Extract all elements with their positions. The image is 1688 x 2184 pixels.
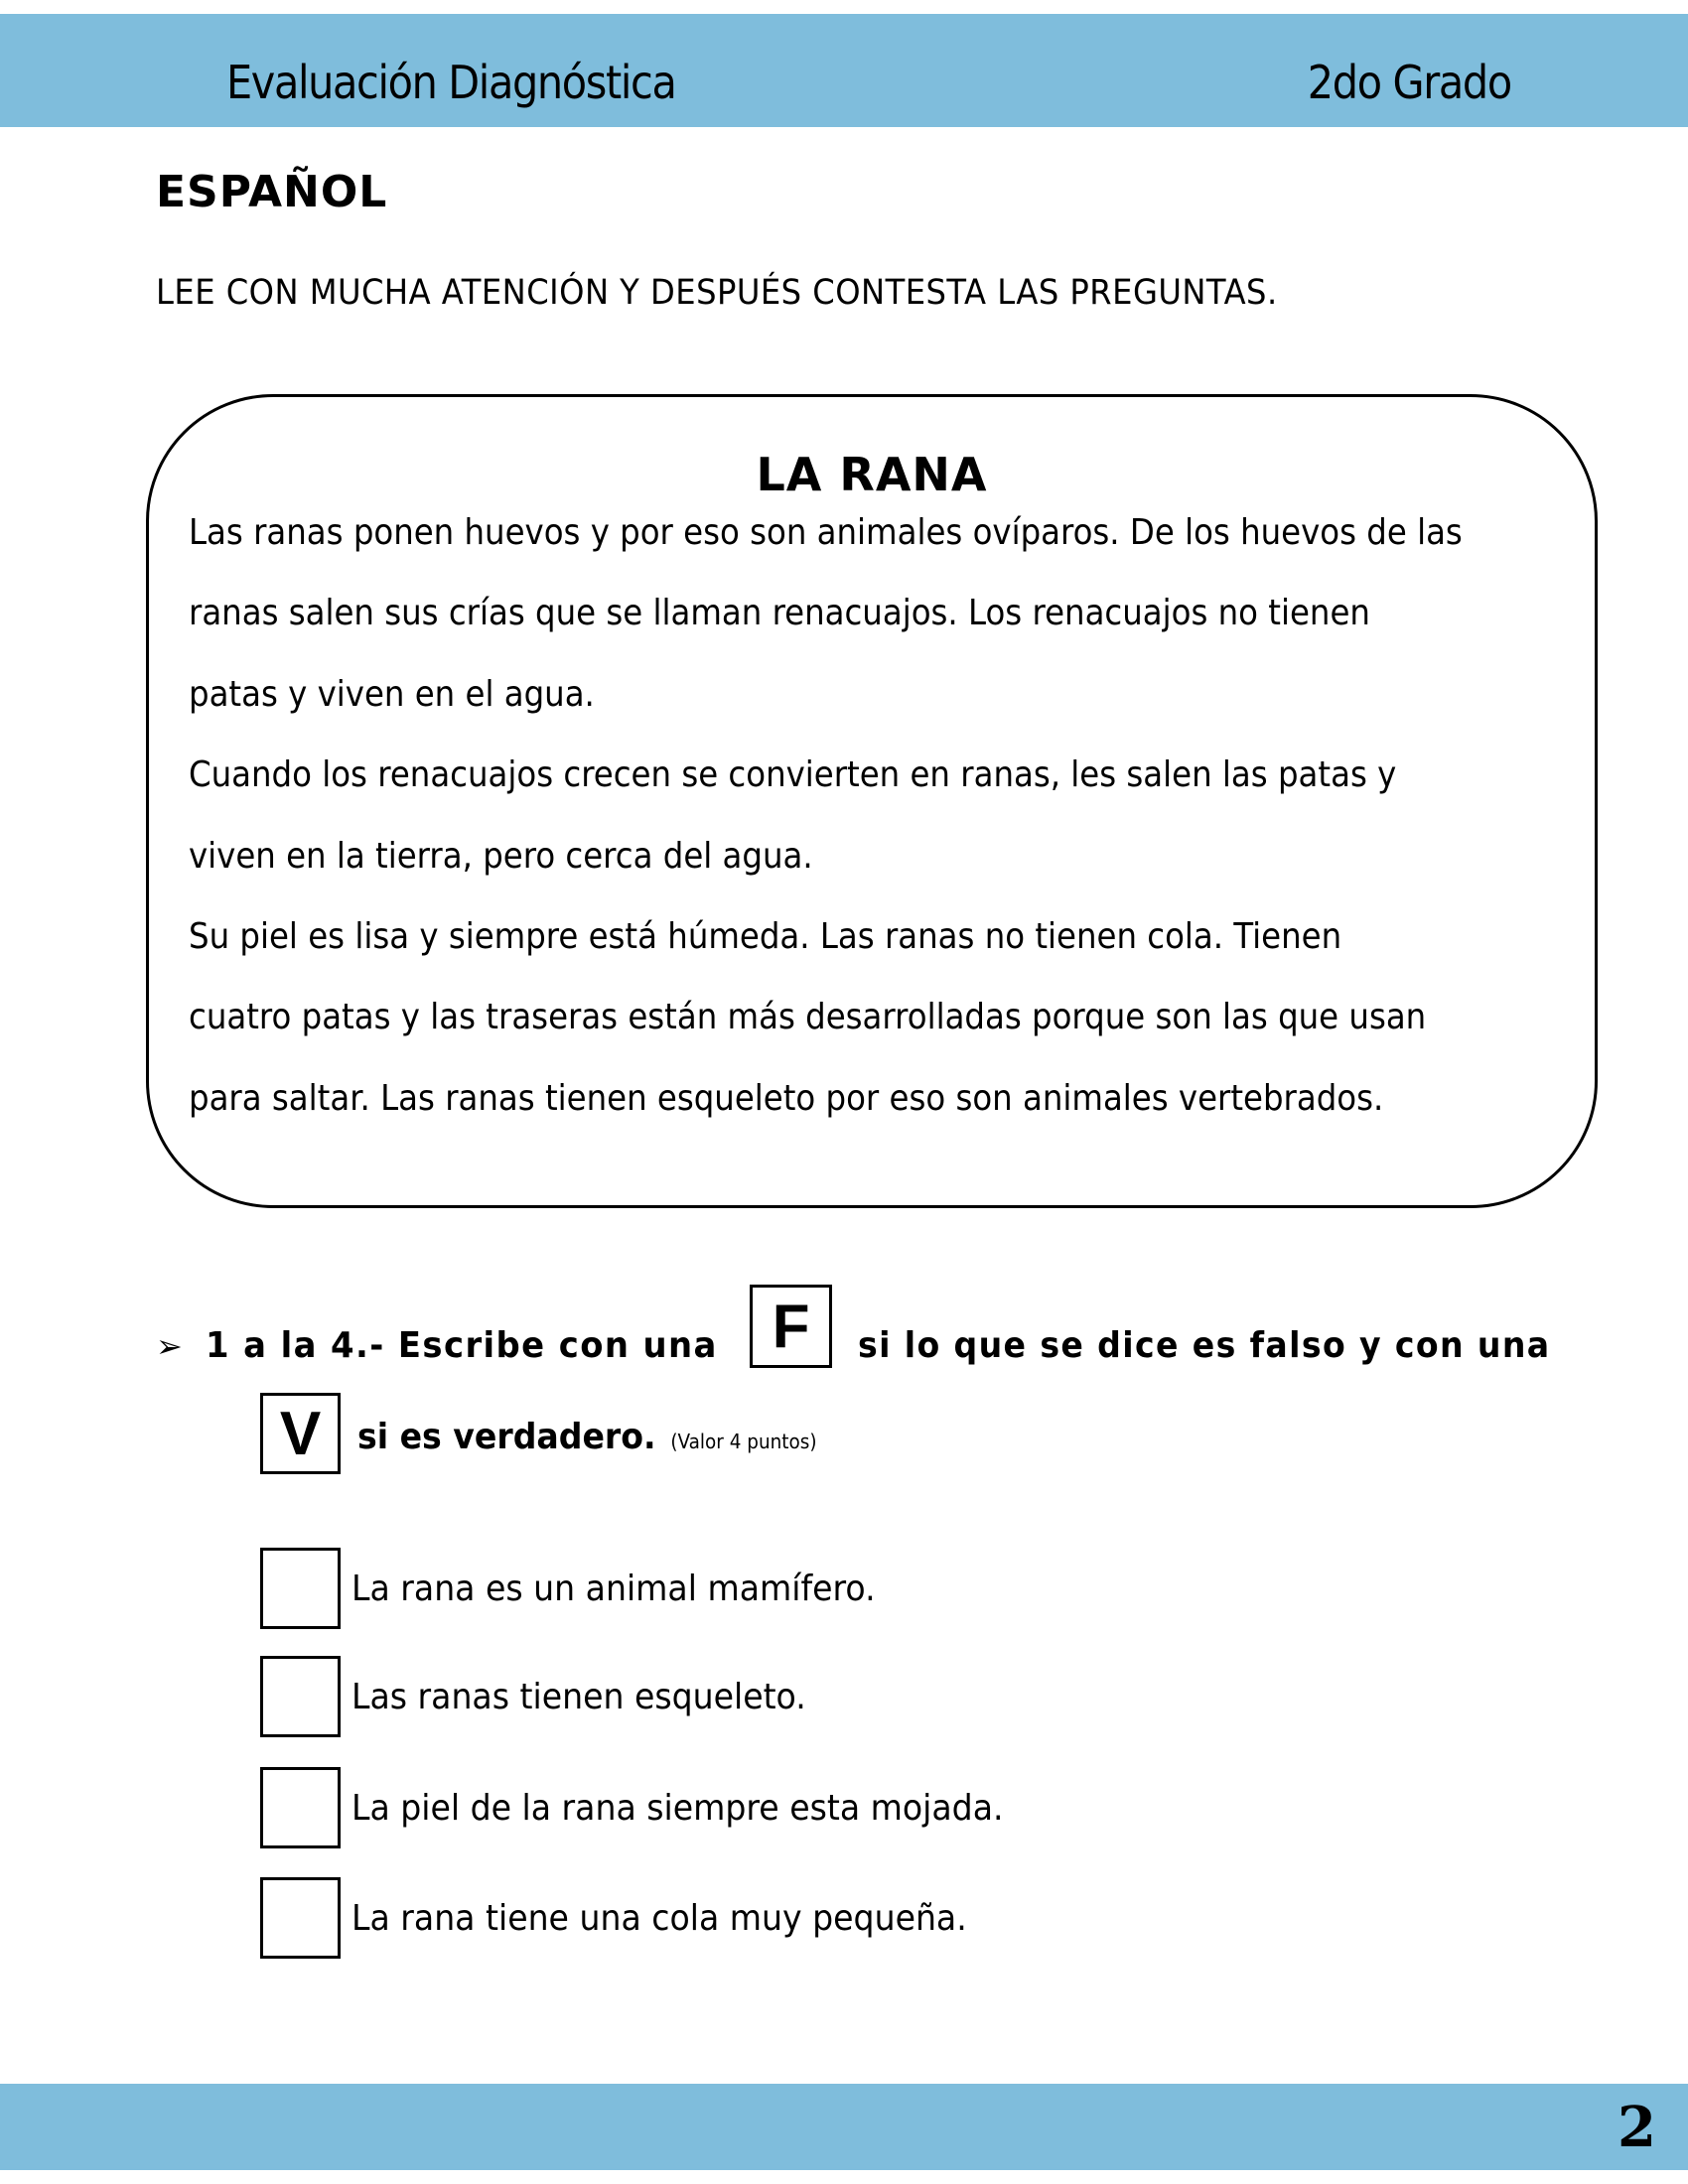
reading-line: ranas salen sus crías que se llaman renacuajos. Los renacuajos no tienen bbox=[189, 593, 1370, 634]
answer-statement: Las ranas tienen esqueleto. bbox=[352, 1677, 806, 1717]
subject-heading: ESPAÑOL bbox=[156, 167, 388, 217]
question-suffix: si es verdadero. bbox=[357, 1417, 656, 1457]
page-number: 2 bbox=[1618, 2095, 1656, 2160]
answer-box[interactable] bbox=[260, 1767, 341, 1848]
reading-line: patas y viven en el agua. bbox=[189, 673, 595, 715]
grade-label: 2do Grado bbox=[1307, 56, 1511, 109]
question-suffix-line bbox=[357, 1408, 817, 1471]
false-letter-box: F bbox=[750, 1285, 832, 1368]
question-middle-text: si lo que se dice es falso y con una bbox=[858, 1325, 1551, 1366]
answer-box[interactable] bbox=[260, 1656, 341, 1737]
answer-statement: La rana tiene una cola muy pequeña. bbox=[352, 1898, 967, 1939]
answer-box[interactable] bbox=[260, 1548, 341, 1629]
reading-line: Las ranas ponen huevos y por eso son animales ovíparos. De los huevos de las bbox=[189, 512, 1463, 553]
reading-line: Su piel es lisa y siempre está húmeda. Las ranas no tienen cola. Tienen bbox=[189, 915, 1342, 957]
reading-passage-box bbox=[146, 394, 1598, 1208]
reading-line: para saltar. Las ranas tienen esqueleto por eso son animales vertebrados. bbox=[189, 1077, 1384, 1119]
footer-band bbox=[0, 2084, 1688, 2170]
answer-box[interactable] bbox=[260, 1877, 341, 1959]
true-letter-box: V bbox=[260, 1393, 341, 1474]
reading-line: viven en la tierra, pero cerca del agua. bbox=[189, 835, 813, 877]
question-prefix: 1 a la 4.- Escribe con una bbox=[206, 1325, 718, 1366]
reading-line: Cuando los renacuajos crecen se convierten en ranas, les salen las patas y bbox=[189, 754, 1397, 796]
reading-instruction: LEE CON MUCHA ATENCIÓN Y DESPUÉS CONTESTA LAS PREGUNTAS. bbox=[156, 273, 1278, 313]
question-points: (Valor 4 puntos) bbox=[670, 1430, 817, 1453]
header-band bbox=[0, 14, 1688, 127]
reading-line: cuatro patas y las traseras están más desarrolladas porque son las que usan bbox=[189, 997, 1427, 1038]
answer-statement: La piel de la rana siempre esta mojada. bbox=[352, 1788, 1004, 1829]
arrow-bullet-icon: ➢ bbox=[156, 1327, 183, 1365]
document-title: Evaluación Diagnóstica bbox=[226, 56, 676, 109]
answer-statement: La rana es un animal mamífero. bbox=[352, 1569, 876, 1609]
reading-title: LA RANA bbox=[756, 448, 988, 501]
reading-text bbox=[189, 506, 1604, 1153]
